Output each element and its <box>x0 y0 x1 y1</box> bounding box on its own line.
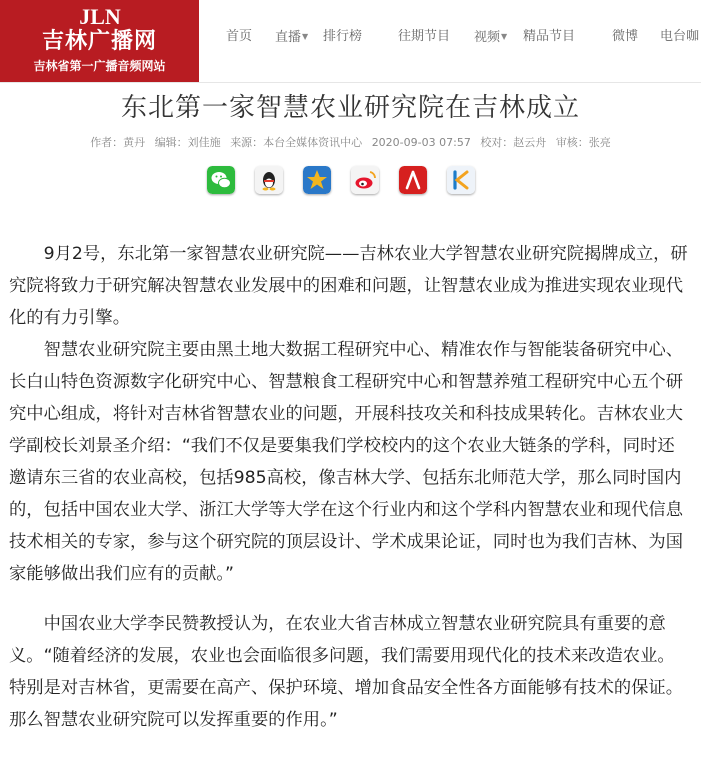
logo-mark-icon <box>72 4 128 28</box>
qq-icon <box>255 166 283 194</box>
share-weibo-button[interactable] <box>351 166 379 194</box>
article-body <box>9 238 689 736</box>
meta-editor: 编辑：刘佳施 <box>154 136 221 149</box>
share-renren-button[interactable] <box>399 166 427 194</box>
share-wechat-button[interactable] <box>207 166 235 194</box>
nav-item-ranking[interactable]: 排行榜 <box>323 29 363 44</box>
article-meta <box>0 134 701 152</box>
logo-mark-text: JLN <box>79 4 121 28</box>
share-kaixin-button[interactable] <box>447 166 475 194</box>
nav-item-home[interactable]: 首页 <box>226 29 253 44</box>
nav-item-featured[interactable]: 精品节目 <box>523 29 576 44</box>
qzone-icon <box>303 166 331 194</box>
kaixin-icon <box>447 166 475 194</box>
nav-item-video[interactable]: 视频▼ <box>474 30 508 45</box>
nav-item-past-programs[interactable]: 往期节目 <box>398 29 451 44</box>
article-paragraph: 智慧农业研究院主要由黑土地大数据工程研究中心、精准农作与智能装备研究中心、长白山特色资源数字化研究中心、智慧粮食工程研究中心和智慧养殖工程研究中心五个研究中心组成，将针对吉林省智慧农业的问题，开展科技攻关和科技成果转化。吉林农业大学副校长刘景圣介绍：“我们不仅是要集我们学校校内的这个农业大链条的学科，同时还邀请东三省的农业高校，包括985高校，像吉林大学、包括东北师范大学，那么同时国内的，包括中国农业大学、浙江大学等大学在这个行业内和这个学科内智慧农业和现代信息技术相关的专家，参与这个研究院的顶层设计、学术成果论证，同时也为我们吉林、为国家能够做出我们应有的贡献。” <box>9 340 684 584</box>
renren-icon <box>399 166 427 194</box>
article-paragraph: 中国农业大学李民赞教授认为，在农业大省吉林成立智慧农业研究院具有重要的意义。“随着经济的发展，农业也会面临很多问题，我们需要用现代化的技术来改造农业。特别是对吉林省，更需要在高产、保护环境、增加食品安全性各方面能够有技术的保证。那么智慧农业研究院可以发挥重要的作用。” <box>9 614 683 730</box>
nav-item-weibo[interactable]: 微博 <box>612 29 639 44</box>
site-tagline: 吉林省第一广播音频网站 <box>33 59 166 73</box>
wechat-icon <box>207 166 235 194</box>
meta-source: 来源：本台全媒体资讯中心 <box>230 136 363 149</box>
article-title: 东北第一家智慧农业研究院在吉林成立 <box>120 93 580 123</box>
site-name: 吉林广播网 <box>41 29 157 54</box>
meta-proofreader: 校对：赵云舟 <box>480 136 547 149</box>
site-logo[interactable] <box>0 0 199 82</box>
article-paragraph: 9月2号，东北第一家智慧农业研究院——吉林农业大学智慧农业研究院揭牌成立，研究院将致力于研究解决智慧农业发展中的困难和问题，让智慧农业成为推进实现农业现代化的有力引擎。 <box>9 244 688 328</box>
meta-datetime: 2020-09-03 07:57 <box>371 136 471 149</box>
meta-author: 作者：黄丹 <box>90 136 146 149</box>
meta-reviewer: 审核：张亮 <box>555 136 611 149</box>
nav-item-live[interactable]: 直播▼ <box>275 30 309 45</box>
site-header <box>0 0 701 82</box>
chevron-down-icon: ▼ <box>302 32 309 41</box>
chevron-down-icon: ▼ <box>501 32 508 41</box>
weibo-icon <box>351 166 379 194</box>
share-bar <box>0 166 701 198</box>
header-divider <box>0 82 701 83</box>
share-qzone-button[interactable] <box>303 166 331 194</box>
nav-item-radio-star[interactable]: 电台咖 <box>660 29 700 44</box>
share-qq-button[interactable] <box>255 166 283 194</box>
